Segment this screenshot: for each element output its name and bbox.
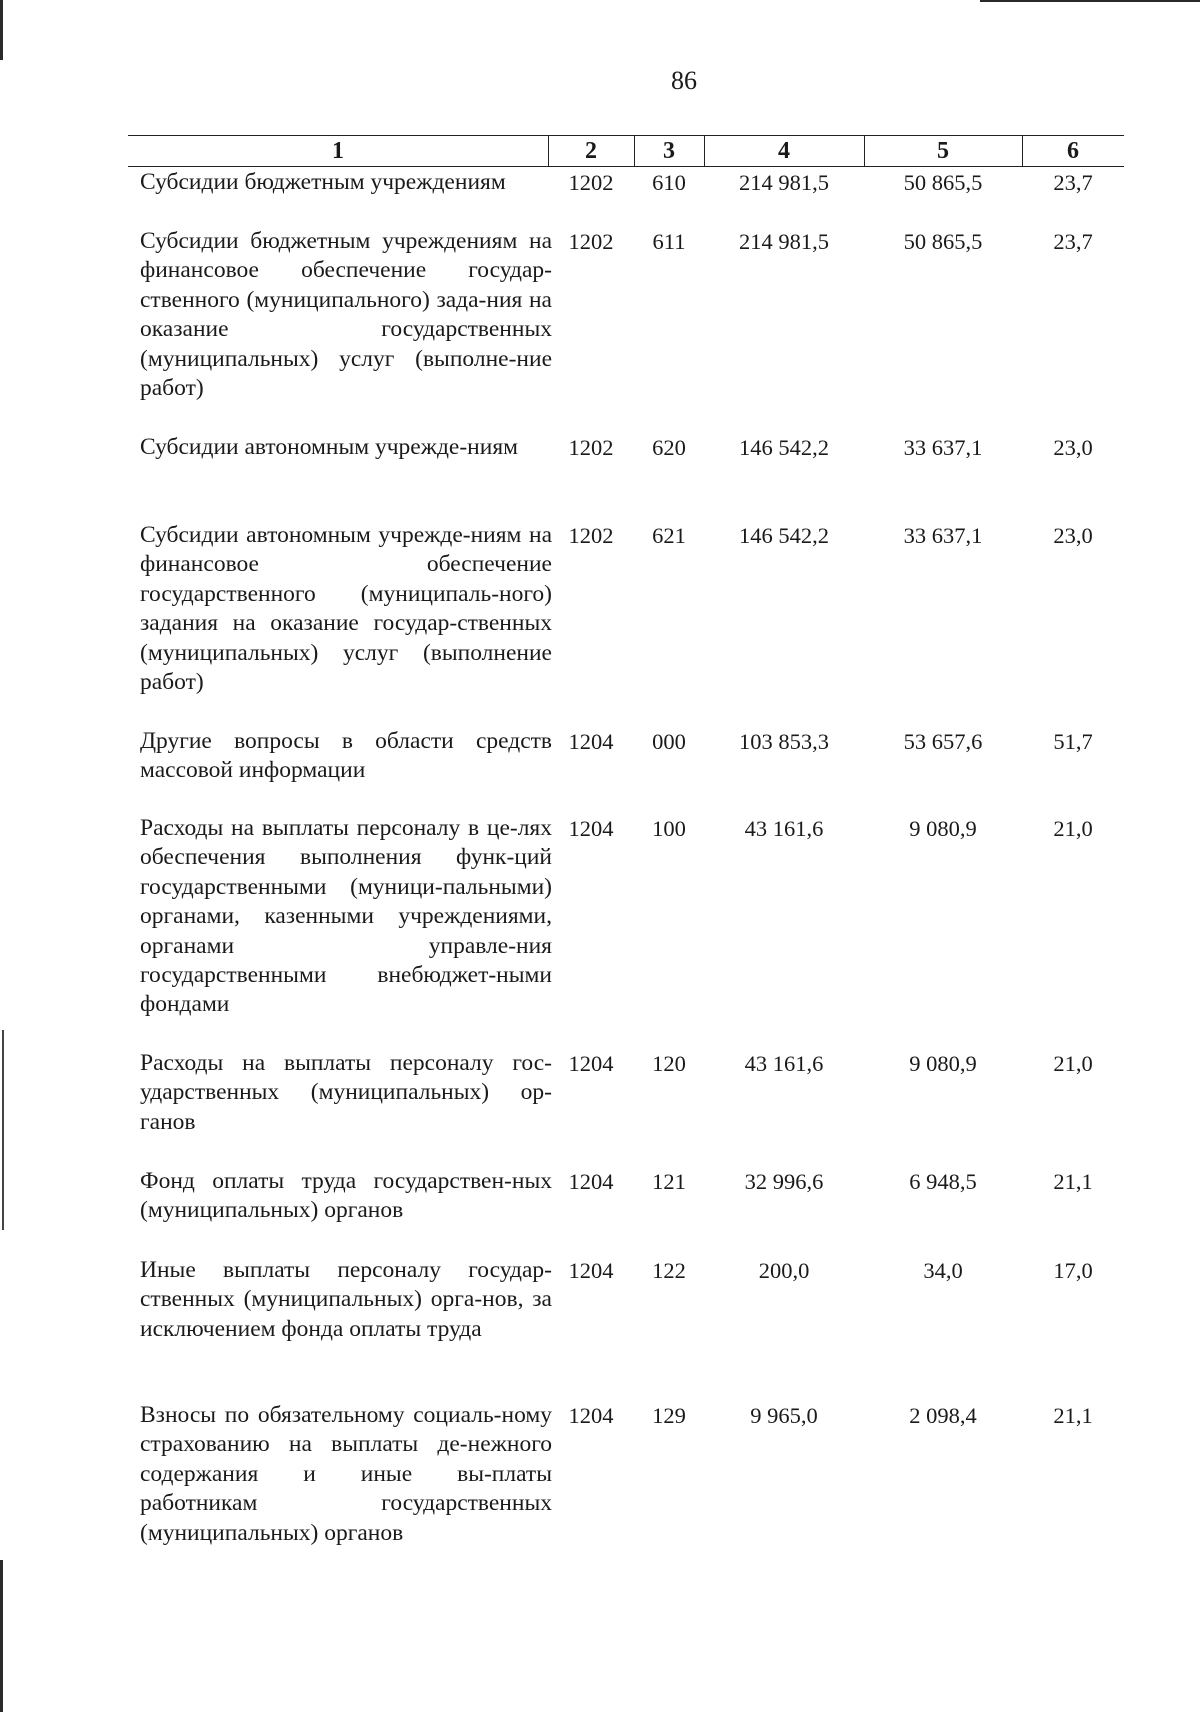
row-section-code: 1204 bbox=[568, 1169, 614, 1194]
row-percent-value: 23,7 bbox=[1053, 229, 1093, 254]
row-section-code: 1202 bbox=[568, 170, 614, 195]
row-description: Иные выплаты персоналу государ-ственных (муниципальных) орга-нов, за исключением фонда оплаты труда bbox=[140, 1257, 552, 1342]
row-actual-value: 2 098,4 bbox=[909, 1403, 977, 1428]
row-plan-value: 9 965,0 bbox=[750, 1403, 818, 1428]
row-description: Другие вопросы в области средств массовой информации bbox=[140, 728, 552, 784]
row-percent-value: 23,0 bbox=[1053, 523, 1093, 548]
row-plan-value: 214 981,5 bbox=[739, 170, 829, 195]
table-header-cell: 1 bbox=[128, 136, 549, 166]
row-description: Субсидии бюджетным учреждениям bbox=[140, 169, 506, 195]
row-percent-value: 23,7 bbox=[1053, 170, 1093, 195]
row-plan-value: 146 542,2 bbox=[739, 435, 829, 460]
row-plan-value: 214 981,5 bbox=[739, 229, 829, 254]
scan-edge-mark bbox=[0, 0, 3, 60]
row-plan-value: 43 161,6 bbox=[744, 816, 824, 841]
scan-edge-mark bbox=[0, 1560, 3, 1712]
row-plan-value: 200,0 bbox=[758, 1258, 810, 1283]
scan-edge-mark bbox=[980, 0, 1200, 2]
row-section-code: 1204 bbox=[568, 1403, 614, 1428]
page-number: 86 bbox=[671, 66, 697, 95]
row-percent-value: 17,0 bbox=[1053, 1258, 1093, 1283]
row-expense-code: 121 bbox=[652, 1169, 686, 1194]
row-expense-code: 129 bbox=[652, 1403, 686, 1428]
row-actual-value: 6 948,5 bbox=[909, 1169, 977, 1194]
row-actual-value: 33 637,1 bbox=[903, 435, 983, 460]
row-actual-value: 33 637,1 bbox=[903, 523, 983, 548]
row-actual-value: 9 080,9 bbox=[909, 816, 977, 841]
table-header-cell: 4 bbox=[704, 136, 865, 166]
table-header-cell: 2 bbox=[548, 136, 635, 166]
row-description: Взносы по обязательному социаль-ному страхованию на выплаты де-нежного содержания и иные вы-платы работникам государственных (муниципальных) органов bbox=[140, 1402, 552, 1546]
row-description: Расходы на выплаты персоналу гос-ударственных (муниципальных) ор-ганов bbox=[140, 1050, 552, 1135]
row-section-code: 1202 bbox=[568, 435, 614, 460]
row-actual-value: 34,0 bbox=[923, 1258, 963, 1283]
row-plan-value: 32 996,6 bbox=[744, 1169, 824, 1194]
row-plan-value: 43 161,6 bbox=[744, 1051, 824, 1076]
row-expense-code: 620 bbox=[652, 435, 686, 460]
table-header-cell: 5 bbox=[864, 136, 1023, 166]
row-percent-value: 21,0 bbox=[1053, 1051, 1093, 1076]
row-description: Субсидии автономным учрежде-ниям на финансовое обеспечение государственного (муниципаль-ного) задания на оказание государ-ственных (муниципальных) услуг (выполнение работ) bbox=[140, 522, 552, 696]
row-plan-value: 146 542,2 bbox=[739, 523, 829, 548]
table-header-row bbox=[128, 135, 1124, 167]
table-header-cell: 3 bbox=[634, 136, 705, 166]
row-expense-code: 610 bbox=[652, 170, 686, 195]
row-percent-value: 51,7 bbox=[1053, 729, 1093, 754]
table-header-cell: 6 bbox=[1067, 138, 1079, 164]
row-actual-value: 50 865,5 bbox=[903, 229, 983, 254]
row-section-code: 1204 bbox=[568, 816, 614, 841]
row-expense-code: 000 bbox=[652, 729, 686, 754]
row-plan-value: 103 853,3 bbox=[739, 729, 829, 754]
row-section-code: 1204 bbox=[568, 1258, 614, 1283]
row-actual-value: 50 865,5 bbox=[903, 170, 983, 195]
row-section-code: 1204 bbox=[568, 1051, 614, 1076]
row-percent-value: 23,0 bbox=[1053, 435, 1093, 460]
row-actual-value: 9 080,9 bbox=[909, 1051, 977, 1076]
row-percent-value: 21,1 bbox=[1053, 1169, 1093, 1194]
row-actual-value: 53 657,6 bbox=[903, 729, 983, 754]
row-section-code: 1202 bbox=[568, 229, 614, 254]
scan-edge-mark bbox=[2, 1030, 4, 1230]
row-expense-code: 120 bbox=[652, 1051, 686, 1076]
row-section-code: 1202 bbox=[568, 523, 614, 548]
row-description: Субсидии автономным учрежде-ниям bbox=[140, 434, 519, 460]
row-description: Фонд оплаты труда государствен-ных (муниципальных) органов bbox=[140, 1168, 552, 1224]
row-description: Субсидии бюджетным учреждениям на финансовое обеспечение государ-ственного (муниципального) зада-ния на оказание государственных (муниципальных) услуг (выполне-ние работ) bbox=[140, 228, 552, 402]
row-description: Расходы на выплаты персоналу в це-лях обеспечения выполнения функ-ций государственными (муници-пальными) органами, казенными учреждениями, органами управле-ния государственными внебюджет-ными фондами bbox=[140, 815, 552, 1018]
row-expense-code: 621 bbox=[652, 523, 686, 548]
row-expense-code: 611 bbox=[652, 229, 686, 254]
row-expense-code: 100 bbox=[652, 816, 686, 841]
row-section-code: 1204 bbox=[568, 729, 614, 754]
row-percent-value: 21,0 bbox=[1053, 816, 1093, 841]
row-expense-code: 122 bbox=[652, 1258, 686, 1283]
row-percent-value: 21,1 bbox=[1053, 1403, 1093, 1428]
